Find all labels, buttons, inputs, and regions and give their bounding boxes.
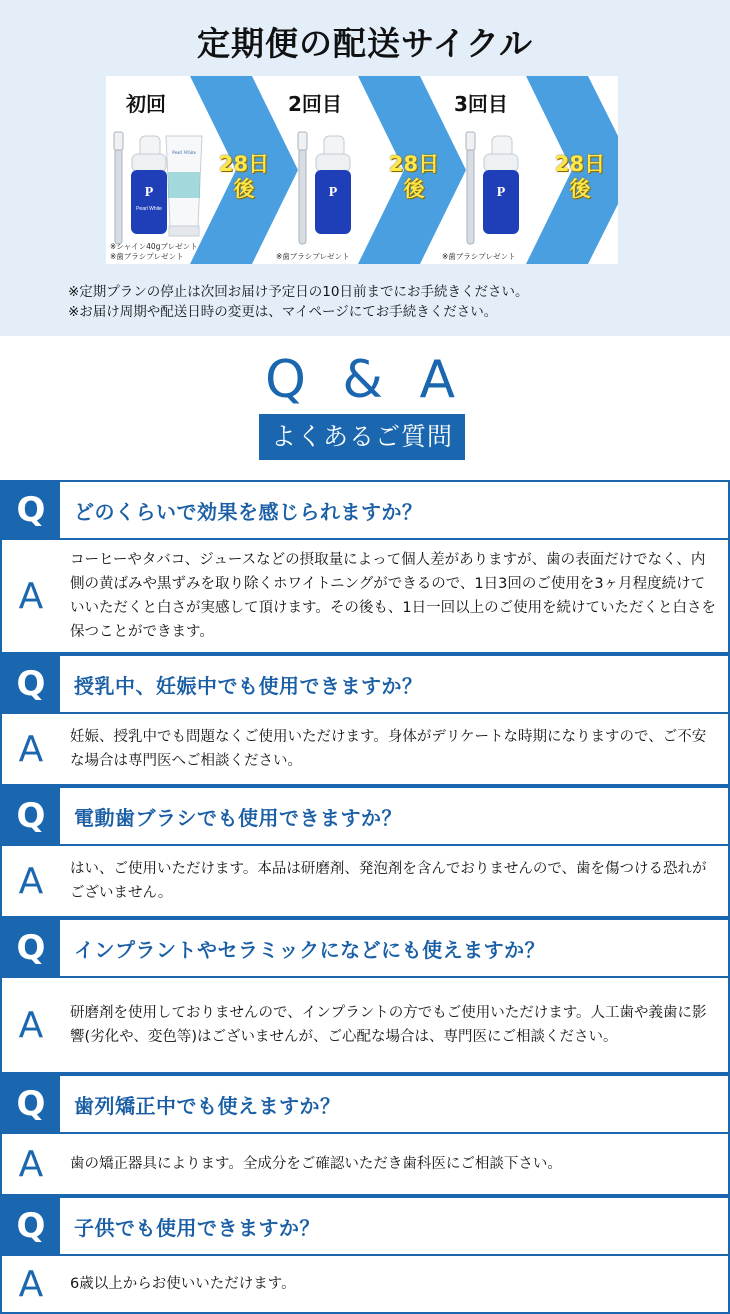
step-label-third: 3回目: [454, 92, 508, 116]
footnote: ※お届け周期や配送日時の変更は、マイページにてお手続きください。: [68, 304, 498, 320]
interval-days: 28日: [218, 152, 270, 176]
question-text: インプラントやセラミックになどにも使えますか？: [74, 937, 546, 962]
cycle-diagram: [106, 76, 618, 264]
interval-label-1: [214, 152, 274, 202]
step-note-first: [110, 242, 198, 262]
q-badge: Q: [2, 1076, 60, 1132]
step-label-first: 初回: [126, 92, 166, 116]
svg-text:P: P: [144, 185, 154, 200]
cycle-footnotes: [68, 282, 529, 322]
a-badge: A: [2, 714, 60, 784]
faq-answer: [0, 846, 730, 918]
toothbrush-icon-3: [466, 132, 475, 244]
faq-answer: [0, 714, 730, 786]
bottle-brand-text: Pearl White: [136, 206, 162, 212]
a-badge: A: [2, 1256, 60, 1312]
a-badge: A: [2, 846, 60, 916]
answer-text: 研磨剤を使用しておりませんので、インプラントの方でもご使用いただけます。人工歯や義歯に影響(劣化や、変色等)はございませんが、ご心配な場合は、専門医にご相談ください。: [70, 1005, 707, 1045]
a-badge: A: [2, 978, 60, 1072]
question-text: どのくらいで効果を感じられますか？: [74, 499, 423, 524]
faq-answer: [0, 1256, 730, 1314]
svg-text:P: P: [328, 185, 338, 200]
note-line: ※シャイン40gプレゼント: [110, 242, 198, 251]
question-text: 歯列矯正中でも使えますか？: [74, 1093, 341, 1118]
faq-answer: [0, 1134, 730, 1196]
interval-after: 後: [233, 177, 255, 201]
answer-text: はい、ご使用いただけます。本品は研磨剤、発泡剤を含んでおりませんので、歯を傷つける恐れがございません。: [70, 861, 707, 901]
answer-text: 6歳以上からお使いいただけます。: [70, 1276, 296, 1292]
faq-answer: [0, 540, 730, 654]
question-text: 子供でも使用できますか？: [74, 1215, 320, 1240]
svg-text:P: P: [496, 185, 506, 200]
faq-answer: [0, 978, 730, 1074]
a-badge: A: [2, 540, 60, 652]
qa-title: Q & A: [264, 350, 466, 410]
toothbrush-icon: [114, 132, 123, 244]
a-badge: A: [2, 1134, 60, 1194]
cycle-title: 定期便の配送サイクル: [196, 24, 534, 63]
question-text: 授乳中、妊娠中でも使用できますか？: [74, 673, 423, 698]
step-note-second: [276, 252, 349, 262]
interval-after: 後: [403, 177, 425, 201]
faq-question[interactable]: [0, 786, 730, 846]
faq-question[interactable]: [0, 918, 730, 978]
bottle-icon-2: [315, 136, 351, 234]
note-line: ※歯ブラシプレゼント: [442, 252, 516, 261]
bottle-icon-3: [483, 136, 519, 234]
toothbrush-icon-2: [298, 132, 307, 244]
note-line: ※歯ブラシプレゼント: [276, 252, 350, 261]
step-label-second: 2回目: [288, 92, 342, 116]
interval-after: 後: [569, 177, 591, 201]
q-badge: Q: [2, 1198, 60, 1254]
answer-text: 歯の矯正器具によります。全成分をご確認いただき歯科医にご相談下さい。: [70, 1156, 562, 1172]
interval-label-3: [550, 152, 610, 202]
q-badge: Q: [2, 482, 60, 538]
cycle-graphics: [106, 76, 618, 264]
bottle-icon: [131, 136, 167, 234]
faq-question[interactable]: [0, 480, 730, 540]
q-badge: Q: [2, 920, 60, 976]
tube-brand-text: Pearl White: [172, 151, 196, 156]
faq-question[interactable]: [0, 1196, 730, 1256]
interval-days: 28日: [554, 152, 606, 176]
step-note-third: [442, 252, 515, 262]
note-line: ※歯ブラシプレゼント: [110, 252, 184, 261]
faq-question[interactable]: [0, 1074, 730, 1134]
interval-label-2: [384, 152, 444, 202]
toothpaste-tube-icon: [166, 136, 202, 236]
interval-days: 28日: [388, 152, 440, 176]
faq-question[interactable]: [0, 654, 730, 714]
q-badge: Q: [2, 656, 60, 712]
q-badge: Q: [2, 788, 60, 844]
answer-text: 妊娠、授乳中でも問題なくご使用いただけます。身体がデリケートな時期になりますので、ご不安な場合は専門医へご相談ください。: [70, 729, 707, 769]
question-text: 電動歯ブラシでも使用できますか？: [74, 805, 402, 830]
answer-text: コーヒーやタバコ、ジュースなどの摂取量によって個人差がありますが、歯の表面だけでなく、内側の黄ばみや黒ずみを取り除くホワイトニングができるので、1日3回のご使用を3ヶ月程度続けていいただくと白さが実感して頂けます。その後も、1日一回以上のご使用を続けていただくと白さを保つことができます。: [70, 552, 717, 640]
qa-subtitle: よくあるご質問: [259, 414, 465, 460]
delivery-cycle-section: [0, 0, 730, 336]
footnote: ※定期プランの停止は次回お届け予定日の10日前までにお手続きください。: [68, 284, 529, 300]
